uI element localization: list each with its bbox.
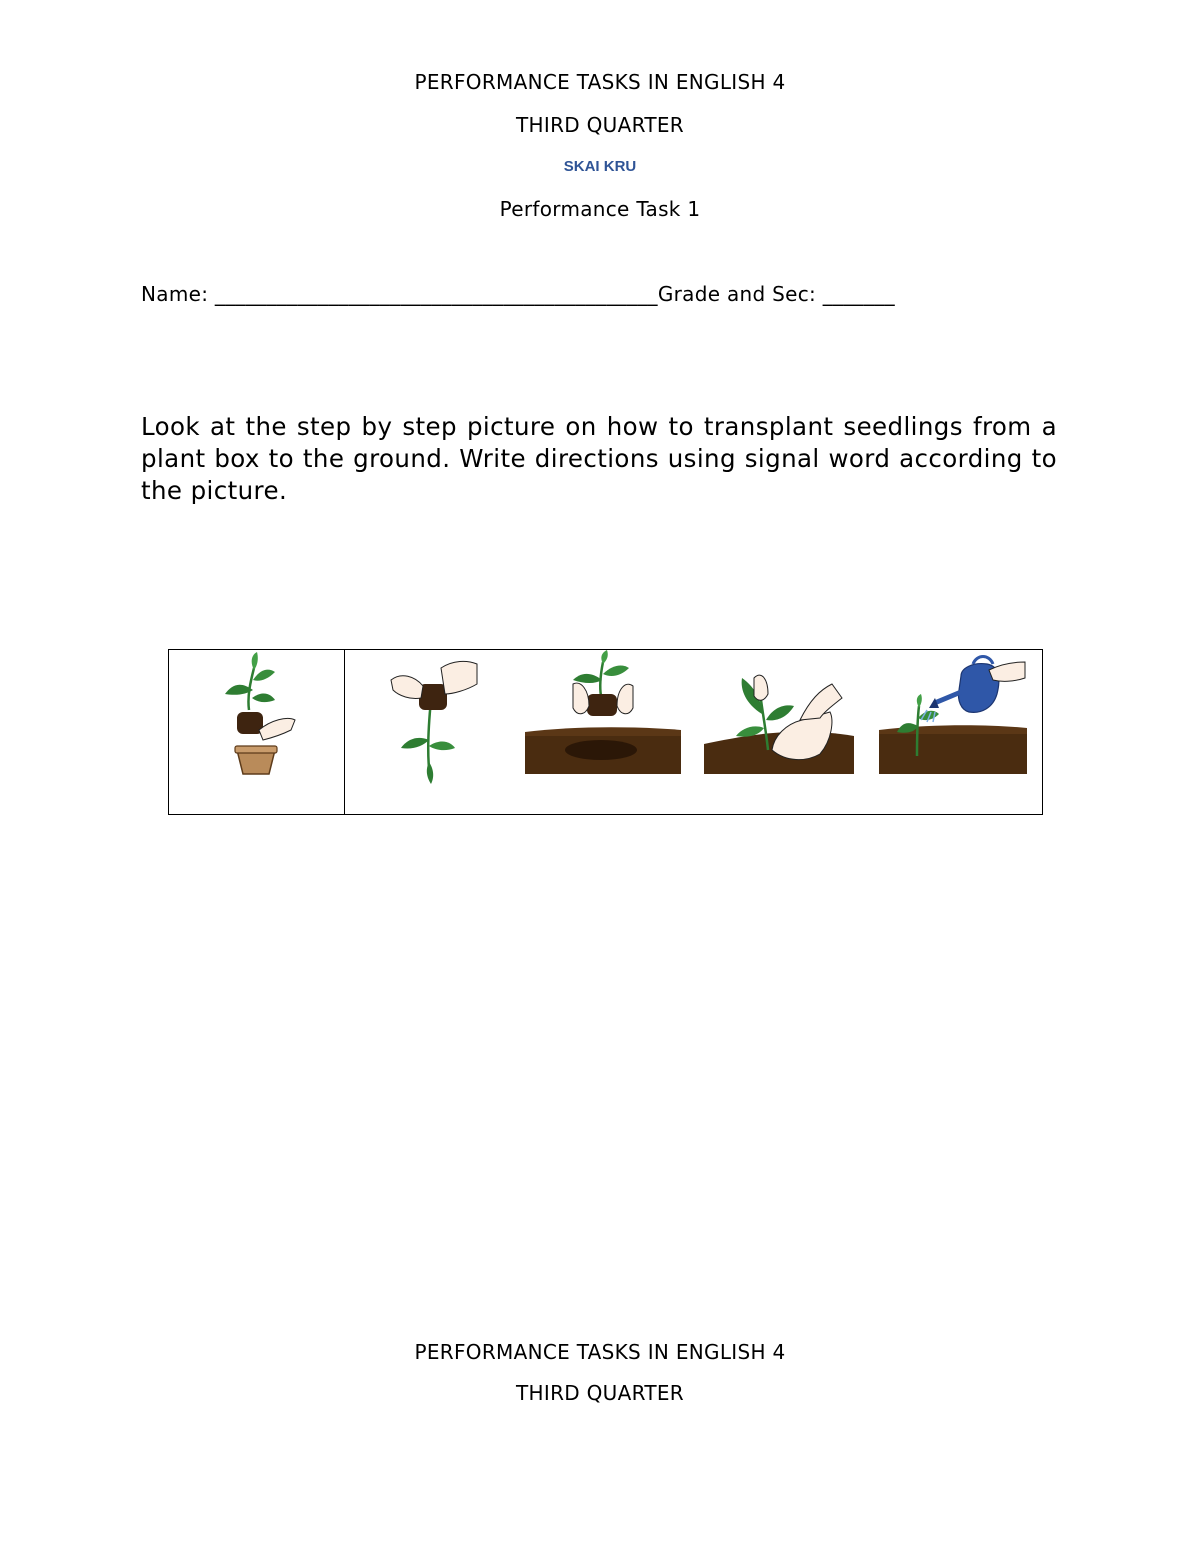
page-title: PERFORMANCE TASKS IN ENGLISH 4 [414,70,786,94]
student-info-fields [141,282,895,306]
illustration-strip [168,649,1043,815]
task-heading: Performance Task 1 [499,197,701,221]
footer-title: PERFORMANCE TASKS IN ENGLISH 4 [414,1340,786,1364]
watering-seedling-icon [877,650,1029,790]
instructions-paragraph: Look at the step by step picture on how to transplant seedlings from a plant box to the ground. Write directions using signal word according to the picture. [141,412,1057,505]
grade-label: Grade and Sec: [657,282,817,306]
name-label: Name: [141,282,209,306]
grade-blank[interactable]: _______ [822,282,895,306]
quarter-heading: THIRD QUARTER [516,113,684,137]
footer-quarter: THIRD QUARTER [516,1381,684,1405]
strip-divider [344,650,345,814]
seedling-from-pot-icon [209,650,309,790]
placing-seedling-in-hole-icon [523,650,683,790]
pressing-soil-around-seedling-icon [702,650,858,790]
seedling-held-by-hands-icon [381,650,491,790]
brand-watermark: SKAI KRU [563,158,637,175]
name-blank[interactable]: ___________________________________________ [214,282,658,306]
